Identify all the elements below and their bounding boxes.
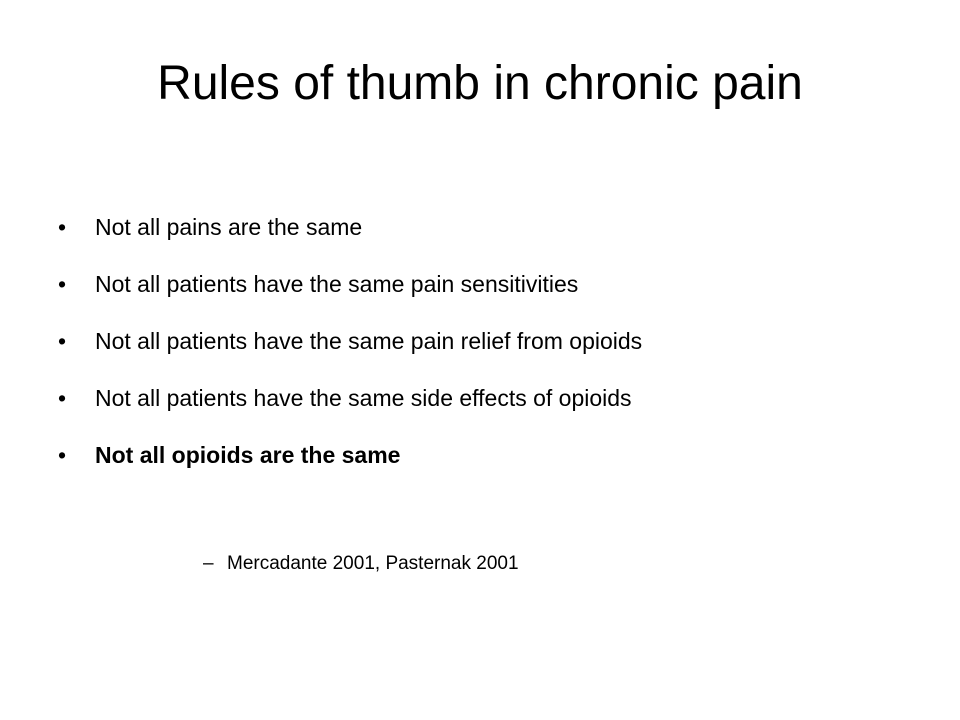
bullet-text: Not all opioids are the same — [95, 442, 401, 468]
bullet-text: Not all patients have the same pain sensitivities — [95, 271, 579, 297]
bullet-icon: • — [58, 385, 67, 411]
bullet-icon: • — [58, 442, 67, 468]
bullet-icon: • — [58, 328, 67, 354]
bullet-text: Not all patients have the same side effects of opioids — [95, 385, 632, 411]
bullet-icon: • — [58, 214, 67, 240]
citation-dash-icon: – — [203, 553, 214, 574]
bullet-text: Not all pains are the same — [95, 214, 363, 240]
bullet-icon: • — [58, 271, 67, 297]
citation — [203, 549, 519, 579]
bullet-text: Not all patients have the same pain relief from opioids — [95, 328, 643, 354]
slide-title: Rules of thumb in chronic pain — [157, 57, 803, 110]
citation-text: Mercadante 2001, Pasternak 2001 — [227, 553, 519, 574]
